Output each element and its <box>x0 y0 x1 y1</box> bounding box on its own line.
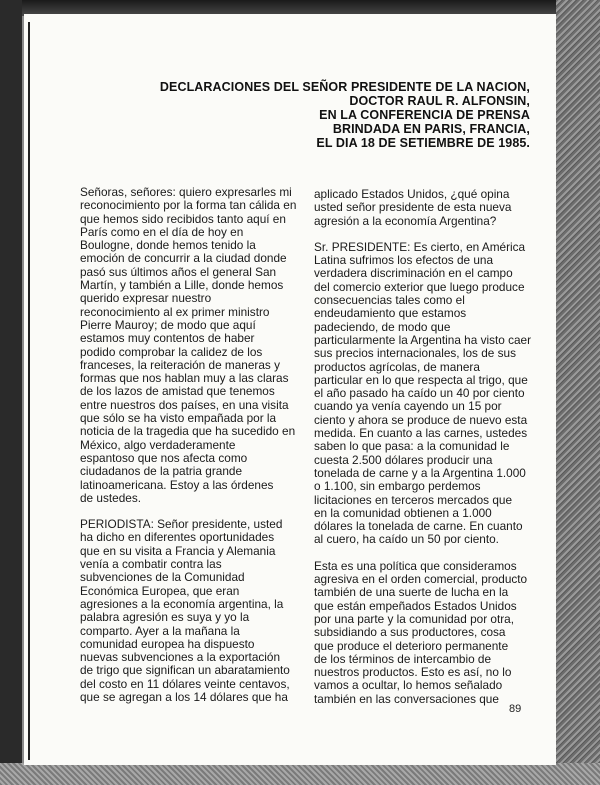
text-line: pasó sus últimos años el general San <box>80 264 277 279</box>
text-line: que en su visita a Francia y Alemania <box>80 543 276 558</box>
document-heading <box>160 80 530 150</box>
heading-line: DECLARACIONES DEL SEÑOR PRESIDENTE DE LA NACION, <box>159 80 530 94</box>
scan-right-edge <box>556 0 600 785</box>
text-line: de ustedes. <box>80 490 141 505</box>
text-line: saben lo que pasa: a la comunidad le <box>314 439 510 454</box>
text-line: reconocimiento al ex primer ministro <box>80 304 270 319</box>
text-line: latinoamericana. Estoy a las órdenes <box>80 477 274 492</box>
text-line: nuevas subvenciones a la exportación <box>80 650 281 665</box>
text-line: subsidiando a sus productores, cosa <box>314 625 506 640</box>
text-line: el año pasado ha caído un 40 por ciento <box>314 386 525 401</box>
text-line: vamos a ocultar, lo hemos señalado <box>314 678 503 693</box>
text-line: al cuero, ha caído un 50 por ciento. <box>314 532 499 547</box>
text-line: venía a combatir contra las <box>80 557 222 572</box>
text-line: ha dicho en diferentes oportunidades <box>80 530 275 545</box>
text-line: agresión a la economía Argentina? <box>314 213 497 228</box>
text-line: particular en lo que respecta al trigo, que <box>314 372 528 387</box>
paragraph-president-answer-continued <box>314 560 540 706</box>
text-line: comunidad europea ha dispuesto <box>80 636 255 651</box>
paragraph-question-continued <box>314 188 540 228</box>
paragraph-journalist-question <box>80 518 290 704</box>
text-line: por una parte y la comunidad por otra, <box>314 611 515 626</box>
text-line: en la comunidad obtienen a 1.000 <box>314 505 492 520</box>
page-binding-line <box>28 22 30 760</box>
text-line: verdadera discriminación en el campo <box>314 266 513 281</box>
text-line: que hemos sido recibidos tanto aquí en <box>80 211 286 226</box>
text-line: de los términos de intercambio de <box>314 651 492 666</box>
text-line: espantoso que nos afecta como <box>80 450 248 465</box>
text-line: PERIODISTA: Señor presidente, usted <box>80 517 283 532</box>
text-line: subvenciones de la Comunidad <box>80 570 245 585</box>
text-line: aplicado Estados Unidos, ¿qué opina <box>314 187 510 201</box>
heading-line: EL DIA 18 DE SETIEMBRE DE 1985. <box>316 136 530 150</box>
text-line: Señoras, señores: quiero expresarles mi <box>80 185 292 199</box>
text-line: dólares la tonelada de carne. En cuanto <box>314 519 523 534</box>
text-line: medida. En cuanto a las carnes, ustedes <box>314 426 528 441</box>
text-line: Latina sufrimos los efectos de una <box>314 253 494 268</box>
left-column <box>80 185 297 704</box>
text-line: que están empeñados Estados Unidos <box>314 598 517 613</box>
text-line: licitaciones en terceros mercados que <box>314 492 513 507</box>
text-line: agresiva en el orden comercial, producto <box>314 572 528 587</box>
text-line: Pierre Mauroy; de modo que aquí <box>80 317 256 332</box>
text-line: Esta es una política que consideramos <box>314 558 517 573</box>
text-line: consecuencias tales como el <box>314 293 465 308</box>
text-line: nuestros productos. Esto es así, no lo <box>314 665 512 680</box>
text-line: formas que nos hablan muy a las claras <box>80 371 289 386</box>
text-line: emoción de concurrir a la ciudad donde <box>80 251 287 266</box>
page-number: 89 <box>509 703 522 715</box>
text-line: que se agregan a los 14 dólares que ha <box>80 689 288 704</box>
paragraph-president-answer <box>314 241 540 547</box>
text-line: reconocimiento por la forma tan cálida en <box>80 198 297 213</box>
text-line: ciento y ahora se produce de nuevo esta <box>314 412 528 427</box>
text-line: Martín, y también a Lille, donde hemos <box>80 278 284 293</box>
text-line: franceses, la reiteración de maneras y <box>80 357 280 372</box>
text-line: agresiones a la economía argentina, la <box>80 596 284 611</box>
heading-line: DOCTOR RAUL R. ALFONSIN, <box>349 94 530 108</box>
text-line: estamos muy contentos de haber <box>80 331 255 346</box>
text-line: también en las conversaciones que <box>314 691 499 706</box>
text-line: tonelada de carne y a la Argentina 1.000 <box>314 465 526 480</box>
heading-line: EN LA CONFERENCIA DE PRENSA <box>319 108 530 122</box>
text-line: sus precios internacionales, los de sus <box>314 346 516 361</box>
text-line: comparto. Ayer a la mañana la <box>80 623 240 638</box>
text-line: particularmente la Argentina ha visto caer <box>314 332 532 347</box>
text-line: podido comprobar la calidez de los <box>80 344 263 359</box>
text-line: querido expresar nuestro <box>80 291 212 306</box>
text-line: palabra agresión es suya y yo la <box>80 610 250 625</box>
text-line: padeciendo, de modo que <box>314 319 451 334</box>
right-column <box>314 188 540 706</box>
text-line: del costo en 11 dólares veinte centavos, <box>80 676 290 691</box>
paragraph-opening-remarks <box>80 185 297 505</box>
heading-line: BRINDADA EN PARIS, FRANCIA, <box>332 122 530 136</box>
text-line: o 1.100, sin embargo perdemos <box>314 479 481 494</box>
text-line: cuesta 2.500 dólares producir una <box>314 452 493 467</box>
text-line: que produce el deterioro permanente <box>314 638 509 653</box>
text-line: que sólo se ha visto empañada por la <box>80 411 277 426</box>
text-line: de trigo que significan un abaratamiento <box>80 663 290 678</box>
text-line: endeudamiento que estamos <box>314 306 467 321</box>
text-line: entre nuestros dos países, en una visita <box>80 397 289 412</box>
text-line: México, algo verdaderamente <box>80 437 236 452</box>
text-line: Sr. PRESIDENTE: Es cierto, en América <box>314 239 526 254</box>
text-line: Económica Europea, que eran <box>80 583 240 598</box>
text-line: de los lazos de amistad que tenemos <box>80 384 275 399</box>
scan-left-border <box>0 0 22 785</box>
text-line: también de una suerte de lucha en la <box>314 585 509 600</box>
scan-bottom-edge <box>0 763 600 785</box>
text-line: noticia de la tragedia que ha sucedido en <box>80 424 296 439</box>
text-line: ciudadanos de la patria grande <box>80 464 242 479</box>
text-line: productos agrícolas, de manera <box>314 359 480 374</box>
text-line: del comercio exterior que luego produce <box>314 279 525 294</box>
text-line: usted señor presidente de esta nueva <box>314 200 512 215</box>
text-line: Boulogne, donde hemos tenido la <box>80 238 256 253</box>
text-line: cuando ya venía cayendo un 15 por <box>314 399 502 414</box>
text-line: París como en el día de hoy en <box>80 224 244 239</box>
